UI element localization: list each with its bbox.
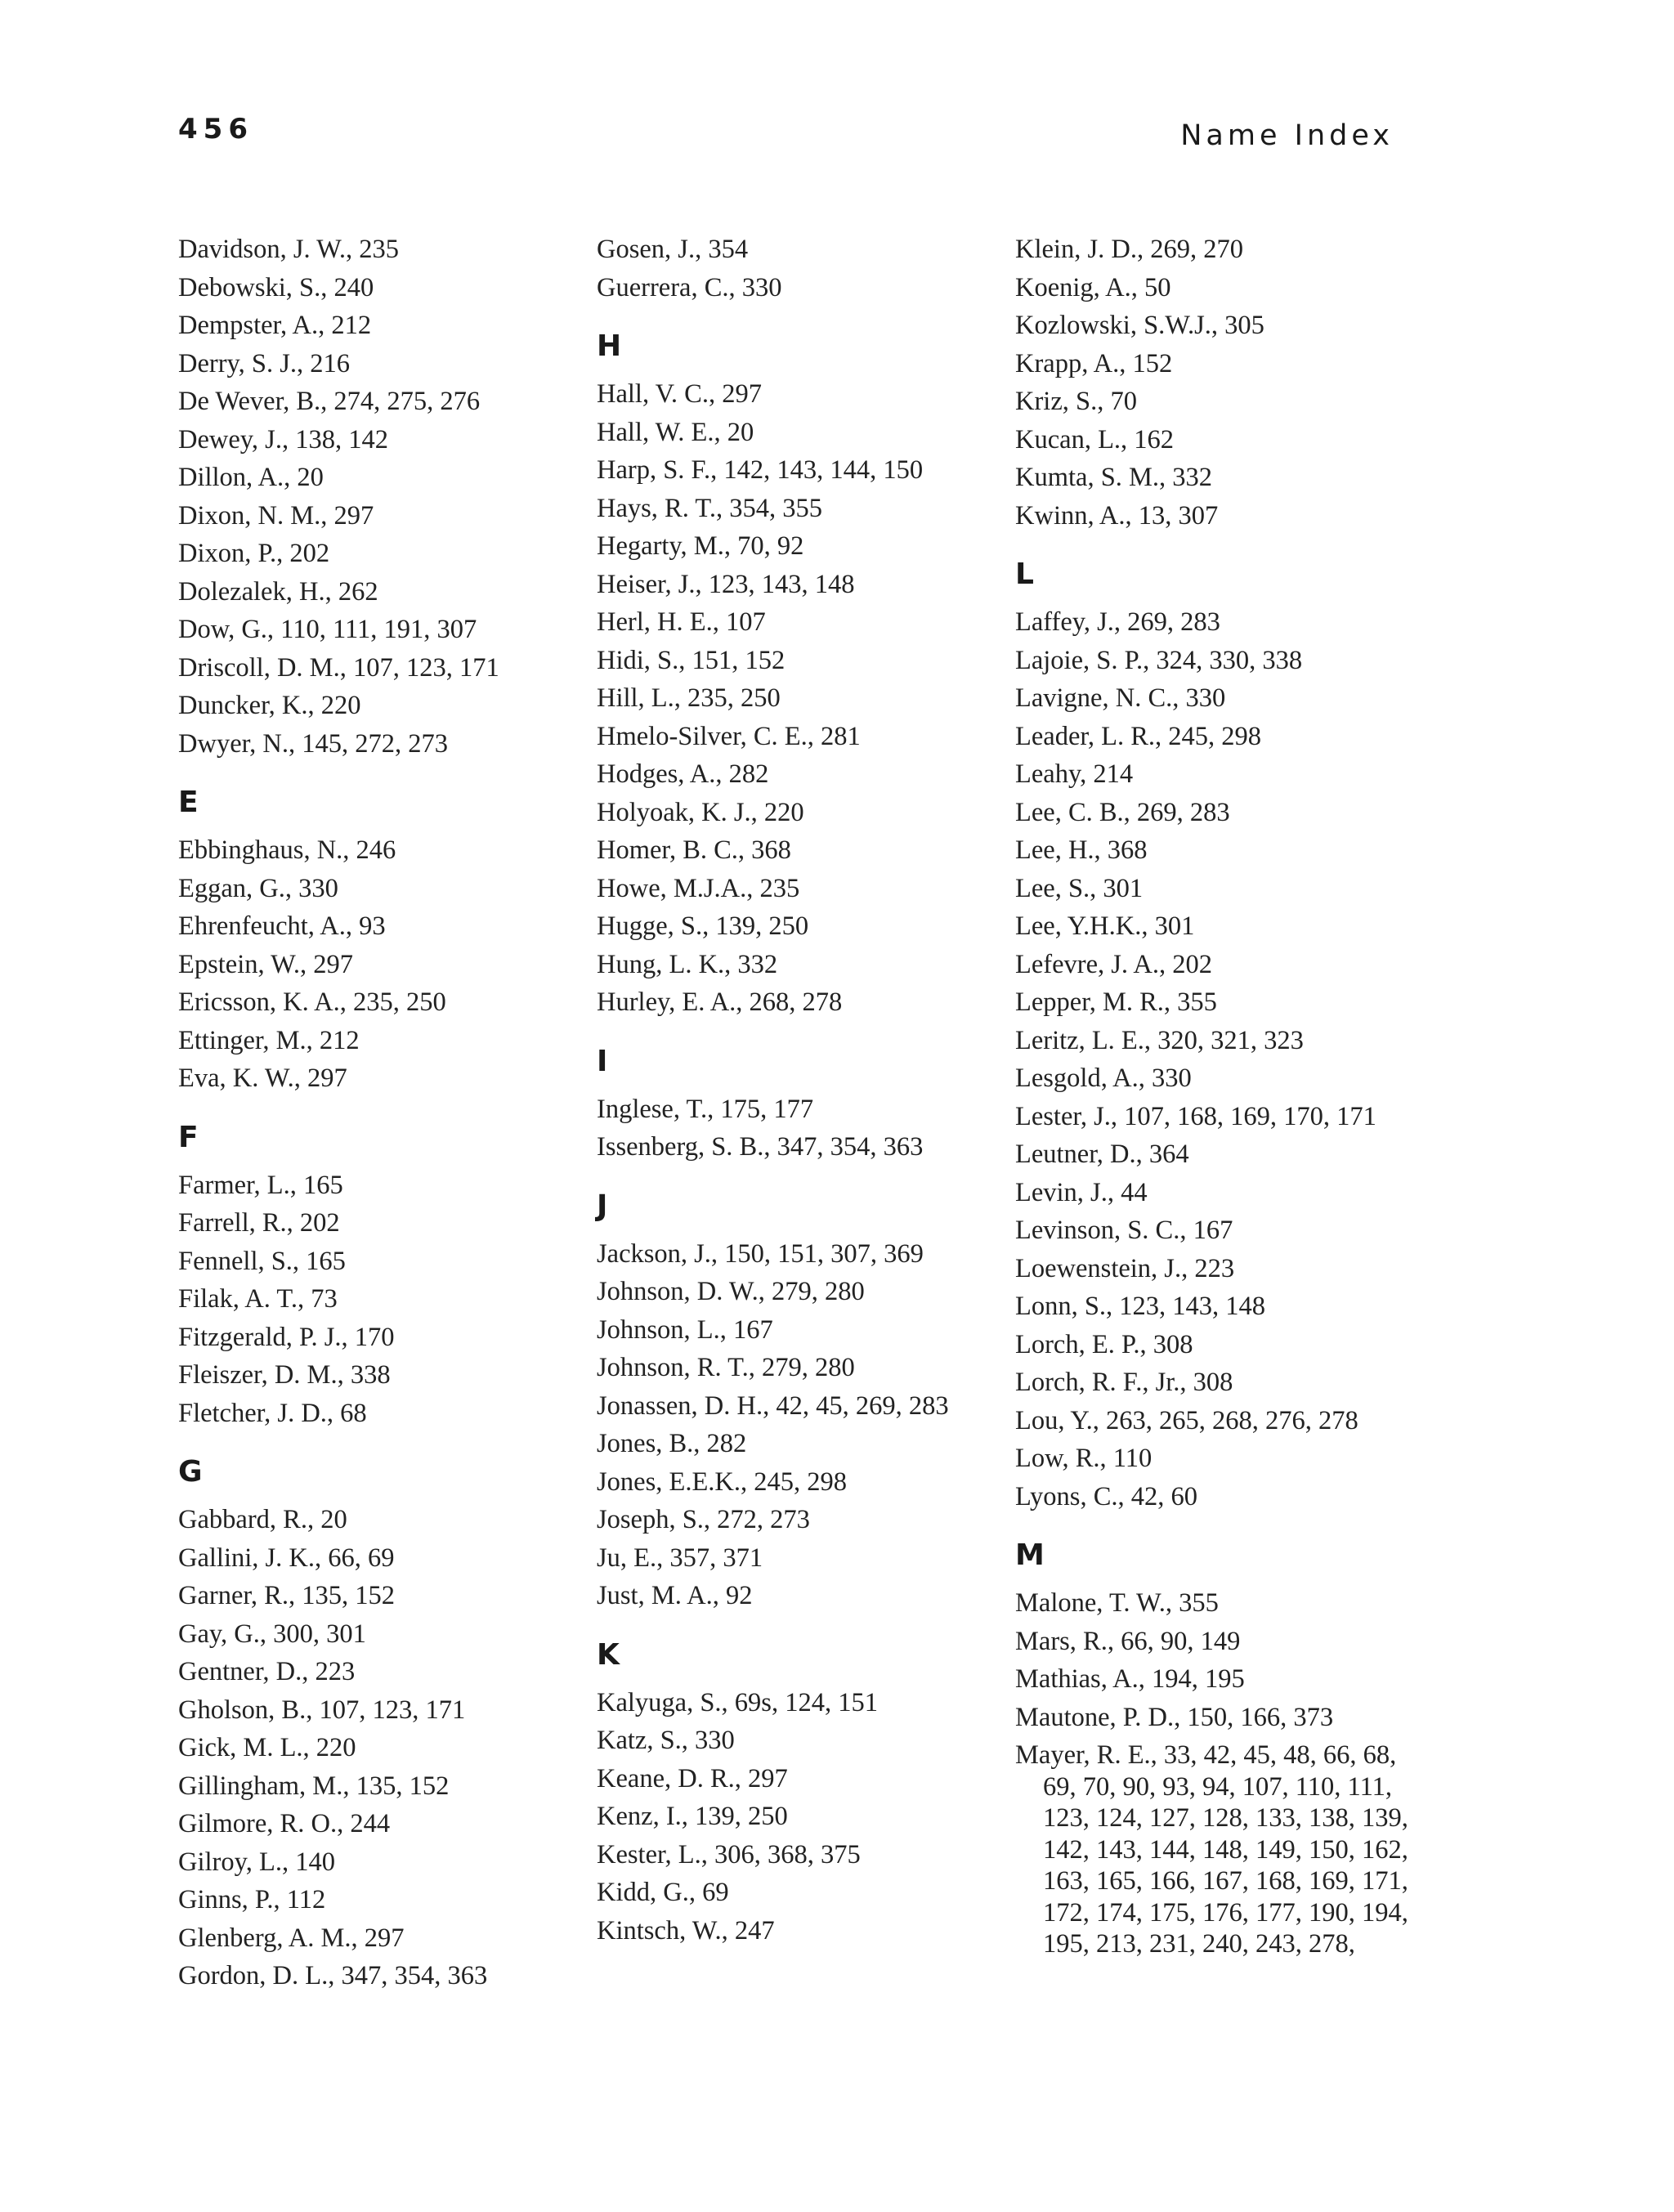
index-entry: Levin, J., 44: [1015, 1177, 1148, 1207]
index-entry: Gallini, J. K., 66, 69: [178, 1543, 395, 1573]
index-entry: Lepper, M. R., 355: [1015, 987, 1217, 1017]
index-entry: Loewenstein, J., 223: [1015, 1253, 1235, 1283]
index-entry: Dixon, P., 202: [178, 539, 330, 568]
index-entry: Koenig, A., 50: [1015, 272, 1171, 302]
index-entry: Heiser, J., 123, 143, 148: [597, 569, 855, 599]
index-entry: Leritz, L. E., 320, 321, 323: [1015, 1025, 1304, 1055]
index-column-2: [597, 231, 989, 1950]
index-entry: Kalyuga, S., 69s, 124, 151: [597, 1687, 878, 1717]
index-entry: Holyoak, K. J., 220: [597, 797, 804, 827]
index-entry: Farmer, L., 165: [178, 1170, 343, 1200]
index-entry: Kozlowski, S.W.J., 305: [1015, 311, 1264, 340]
index-entry: Hidi, S., 151, 152: [597, 645, 786, 675]
index-entry: Gick, M. L., 220: [178, 1733, 356, 1762]
index-entry: Kester, L., 306, 368, 375: [597, 1839, 861, 1869]
index-entry: Howe, M.J.A., 235: [597, 873, 800, 903]
index-entry: Eva, K. W., 297: [178, 1063, 347, 1093]
index-entry: Lee, S., 301: [1015, 873, 1144, 903]
index-entry: Johnson, R. T., 279, 280: [597, 1353, 855, 1382]
index-entry: Ju, E., 357, 371: [597, 1543, 763, 1573]
index-entry: Keane, D. R., 297: [597, 1763, 788, 1793]
section-letter-k: K: [597, 1637, 620, 1672]
section-letter-h: H: [597, 329, 622, 363]
index-entry: Jonassen, D. H., 42, 45, 269, 283: [597, 1390, 949, 1421]
index-entry: Hurley, E. A., 268, 278: [597, 987, 843, 1017]
index-entry: Jackson, J., 150, 151, 307, 369: [597, 1238, 924, 1269]
section-letter-j: J: [597, 1189, 608, 1223]
index-entry: Kwinn, A., 13, 307: [1015, 500, 1219, 531]
index-entry: Kumta, S. M., 332: [1015, 463, 1213, 492]
index-entry: Ebbinghaus, N., 246: [178, 835, 396, 865]
index-entry: Hung, L. K., 332: [597, 949, 778, 979]
index-entry: Lou, Y., 263, 265, 268, 276, 278: [1015, 1405, 1358, 1435]
index-entry: Dwyer, N., 145, 272, 273: [178, 728, 448, 759]
index-entry: Glenberg, A. M., 297: [178, 1923, 405, 1953]
index-entry: Dewey, J., 138, 142: [178, 424, 388, 454]
index-entry: Davidson, J. W., 235: [178, 235, 399, 264]
index-entry: Johnson, L., 167: [597, 1314, 773, 1345]
index-entry: Kriz, S., 70: [1015, 387, 1137, 416]
index-entry: Ginns, P., 112: [178, 1885, 326, 1914]
index-entry: Dow, G., 110, 111, 191, 307: [178, 615, 477, 644]
index-entry: Filak, A. T., 73: [178, 1284, 338, 1314]
index-entry: Hegarty, M., 70, 92: [597, 531, 804, 561]
index-entry: Lee, C. B., 269, 283: [1015, 797, 1230, 827]
index-entry: Jones, E.E.K., 245, 298: [597, 1466, 848, 1497]
index-entry: Lester, J., 107, 168, 169, 170, 171: [1015, 1101, 1376, 1131]
index-entry: Dillon, A., 20: [178, 463, 324, 492]
index-entry: Eggan, G., 330: [178, 873, 338, 903]
index-entry: Hmelo-Silver, C. E., 281: [597, 721, 861, 751]
index-entry: Lonn, S., 123, 143, 148: [1015, 1292, 1266, 1321]
index-entry: Gordon, D. L., 347, 354, 363: [178, 1961, 488, 1990]
index-entry: Lavigne, N. C., 330: [1015, 683, 1226, 713]
index-entry: Fennell, S., 165: [178, 1246, 346, 1276]
index-entry: Klein, J. D., 269, 270: [1015, 235, 1243, 264]
index-entry: Hall, V. C., 297: [597, 379, 762, 409]
index-entry: Just, M. A., 92: [597, 1581, 753, 1610]
index-entry: Lajoie, S. P., 324, 330, 338: [1015, 645, 1303, 675]
index-entry: Guerrera, C., 330: [597, 272, 782, 302]
index-entry: Joseph, S., 272, 273: [597, 1505, 810, 1534]
page-number: 456: [178, 113, 253, 146]
index-entry: Issenberg, S. B., 347, 354, 363: [597, 1132, 924, 1162]
index-entry: Gilmore, R. O., 244: [178, 1809, 391, 1838]
index-entry: Gholson, B., 107, 123, 171: [178, 1695, 466, 1725]
index-entry: Hill, L., 235, 250: [597, 683, 781, 713]
index-entry: Dixon, N. M., 297: [178, 500, 374, 531]
index-entry: Gillingham, M., 135, 152: [178, 1771, 450, 1801]
index-entry: Lyons, C., 42, 60: [1015, 1481, 1198, 1511]
index-entry: Leader, L. R., 245, 298: [1015, 721, 1262, 751]
index-entry: Leutner, D., 364: [1015, 1140, 1189, 1169]
index-entry: Ericsson, K. A., 235, 250: [178, 987, 446, 1017]
index-entry: Kenz, I., 139, 250: [597, 1802, 788, 1831]
index-entry: Kucan, L., 162: [1015, 424, 1175, 454]
index-entry: Fletcher, J. D., 68: [178, 1398, 367, 1428]
running-head: Name Index: [1180, 119, 1394, 152]
index-entry: Gilroy, L., 140: [178, 1847, 335, 1877]
index-entry: Hays, R. T., 354, 355: [597, 493, 822, 523]
index-entry: Mathias, A., 194, 195: [1015, 1664, 1245, 1694]
section-letter-g: G: [178, 1455, 203, 1489]
section-letter-e: E: [178, 786, 199, 819]
index-entry: Lee, H., 368: [1015, 835, 1148, 865]
index-entry: Gay, G., 300, 301: [178, 1619, 366, 1649]
index-entry: Derry, S. J., 216: [178, 348, 351, 378]
index-entry: Krapp, A., 152: [1015, 348, 1173, 378]
index-column-3: [1015, 231, 1424, 1960]
section-letter-l: L: [1015, 557, 1034, 591]
index-entry: Katz, S., 330: [597, 1726, 735, 1755]
index-entry: Dempster, A., 212: [178, 311, 372, 340]
index-entry: Fleiszer, D. M., 338: [178, 1360, 391, 1390]
index-entry: Lefevre, J. A., 202: [1015, 949, 1212, 979]
index-entry: Hugge, S., 139, 250: [597, 911, 809, 941]
index-entry: Garner, R., 135, 152: [178, 1581, 395, 1610]
index-entry: Lorch, R. F., Jr., 308: [1015, 1368, 1233, 1397]
index-entry: Lorch, E. P., 308: [1015, 1329, 1193, 1359]
index-entry: Jones, B., 282: [597, 1429, 747, 1458]
index-entry: Kidd, G., 69: [597, 1878, 729, 1907]
index-entry: Low, R., 110: [1015, 1444, 1153, 1473]
index-entry: Johnson, D. W., 279, 280: [597, 1277, 865, 1306]
index-entry: Debowski, S., 240: [178, 272, 374, 302]
section-letter-m: M: [1015, 1538, 1045, 1572]
index-entry: Leahy, 214: [1015, 759, 1134, 789]
index-entry: Epstein, W., 297: [178, 949, 353, 979]
index-entry: Dolezalek, H., 262: [178, 576, 378, 607]
index-entry: Hodges, A., 282: [597, 759, 769, 789]
index-entry: Lesgold, A., 330: [1015, 1063, 1192, 1093]
index-entry: Fitzgerald, P. J., 170: [178, 1322, 395, 1352]
index-entry: Ettinger, M., 212: [178, 1025, 360, 1055]
index-entry: Mars, R., 66, 90, 149: [1015, 1626, 1241, 1656]
index-entry: Farrell, R., 202: [178, 1208, 340, 1238]
index-entry: Inglese, T., 175, 177: [597, 1094, 814, 1124]
index-entry: Herl, H. E., 107: [597, 607, 766, 637]
index-entry: Lee, Y.H.K., 301: [1015, 911, 1195, 941]
index-entry: Ehrenfeucht, A., 93: [178, 911, 386, 941]
index-entry: Gentner, D., 223: [178, 1657, 356, 1686]
index-entry-long: Mayer, R. E., 33, 42, 45, 48, 66, 68, 69, 70, 90, 93, 94, 107, 110, 111, 123, 124, 127, 128, 133, 138, 139, 142, 143, 144, 148, 149, 150, 162, 163, 165, 166, 167, 168, 169, 171, 172, 174, 175, 176, 177, 190, 194, 195, 213, 231, 240, 243, 278,: [1015, 1740, 1408, 1959]
index-entry: Mautone, P. D., 150, 166, 373: [1015, 1702, 1334, 1732]
index-entry: Gosen, J., 354: [597, 235, 749, 264]
index-entry: Gabbard, R., 20: [178, 1505, 347, 1534]
section-letter-f: F: [178, 1120, 199, 1154]
index-entry: Harp, S. F., 142, 143, 144, 150: [597, 455, 924, 485]
index-entry: Kintsch, W., 247: [597, 1915, 775, 1946]
index-entry: Levinson, S. C., 167: [1015, 1216, 1233, 1245]
index-entry: Homer, B. C., 368: [597, 835, 791, 865]
index-entry: Hall, W. E., 20: [597, 417, 754, 447]
section-letter-i: I: [597, 1044, 608, 1078]
index-entry: Malone, T. W., 355: [1015, 1588, 1219, 1618]
index-entry: De Wever, B., 274, 275, 276: [178, 387, 481, 416]
index-entry: Duncker, K., 220: [178, 691, 361, 720]
index-entry: Driscoll, D. M., 107, 123, 171: [178, 652, 499, 683]
index-entry: Laffey, J., 269, 283: [1015, 607, 1220, 637]
index-column-1: [178, 231, 571, 1995]
